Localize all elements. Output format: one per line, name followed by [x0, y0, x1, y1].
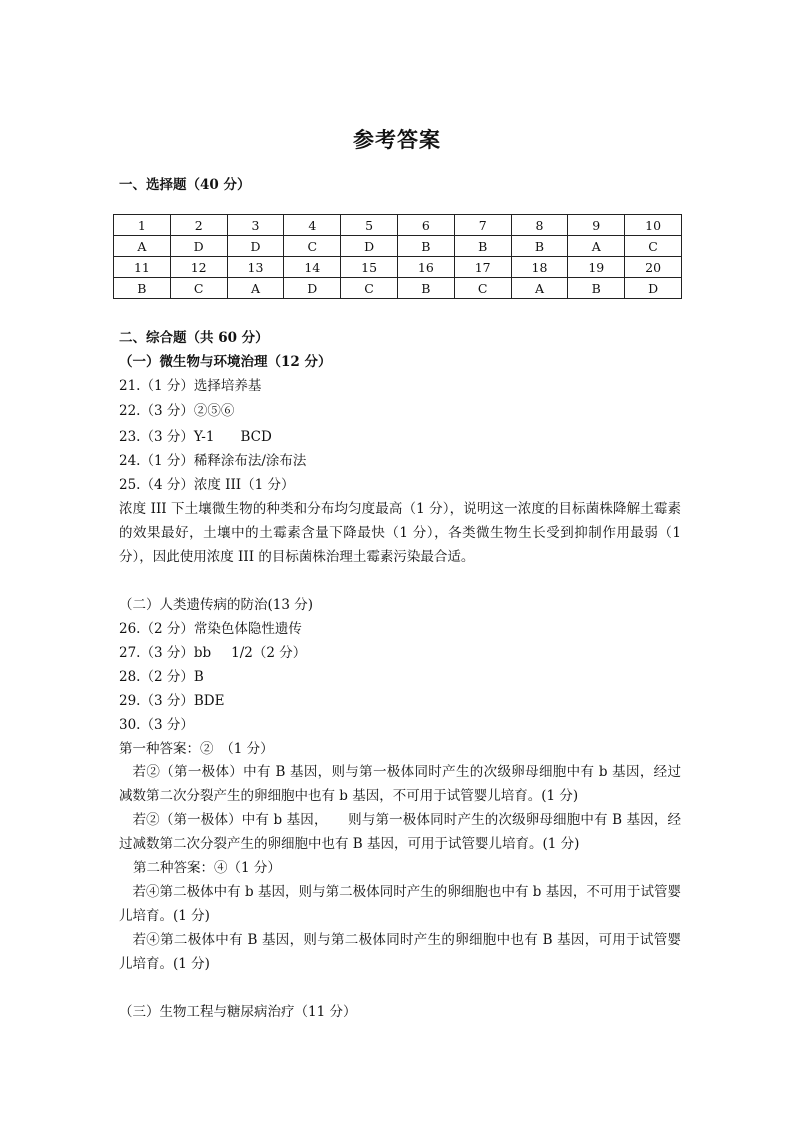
table-cell: 2 — [170, 215, 227, 236]
table-cell: A — [114, 236, 171, 257]
table-cell: 12 — [170, 257, 227, 278]
table-cell: C — [170, 278, 227, 299]
answer-option-2-case-1: 若④第二极体中有 b 基因，则与第二极体同时产生的卵细胞也中有 b 基因，不可用于试管婴儿培育。(1 分) — [119, 884, 681, 924]
table-cell: A — [511, 278, 568, 299]
table-cell: 20 — [625, 257, 682, 278]
table-cell: B — [568, 278, 625, 299]
answer-option-1-case-1: 若②（第一极体）中有 B 基因，则与第一极体同时产生的次级卵母细胞中有 b 基因，经过减数第二次分裂产生的卵细胞中也有 b 基因，不可用于试管婴儿培育。(1 分) — [119, 764, 681, 804]
table-row — [114, 278, 682, 299]
answer-27-part-b: 1/2（2 分） — [231, 645, 307, 661]
answer-option-1-case-2: 若②（第一极体）中有 b 基因， 则与第一极体同时产生的次级卵母细胞中有 B 基因，经过减数第二次分裂产生的卵细胞中也有 B 基因，可用于试管婴儿培育。(1 分) — [119, 812, 681, 852]
answer-24: 24.（1 分）稀释涂布法/涂布法 — [119, 453, 307, 469]
answer-29: 29.（3 分）BDE — [119, 693, 225, 709]
part1-heading: （一）微生物与环境治理（12 分） — [119, 354, 332, 370]
table-cell: 14 — [284, 257, 341, 278]
table-row — [114, 257, 682, 278]
table-cell: B — [397, 236, 454, 257]
answer-25-explanation: 浓度 III 下土壤微生物的种类和分布均匀度最高（1 分），说明这一浓度的目标菌株降解土霉素的效果最好，土壤中的土霉素含量下降最快（1 分），各类微生物生长受到抑制作用最弱（1 分），因此使用浓度 III 的目标菌株治理土霉素污染最合适。 — [119, 501, 681, 565]
table-cell: 16 — [397, 257, 454, 278]
table-cell: C — [284, 236, 341, 257]
answer-table — [113, 214, 682, 299]
table-cell: 18 — [511, 257, 568, 278]
page-title: 参考答案 — [353, 127, 441, 152]
table-row — [114, 215, 682, 236]
table-cell: B — [114, 278, 171, 299]
table-cell: 17 — [454, 257, 511, 278]
answer-22: 22.（3 分）②⑤⑥ — [119, 403, 235, 419]
table-cell: A — [568, 236, 625, 257]
table-cell: 19 — [568, 257, 625, 278]
table-cell: B — [454, 236, 511, 257]
answer-27 — [119, 644, 306, 662]
table-cell: D — [341, 236, 398, 257]
table-cell: 6 — [397, 215, 454, 236]
table-cell: C — [341, 278, 398, 299]
answer-option-2-heading: 第二种答案：④（1 分） — [133, 860, 281, 876]
table-cell: B — [397, 278, 454, 299]
table-row — [114, 236, 682, 257]
table-cell: A — [227, 278, 284, 299]
table-cell: 7 — [454, 215, 511, 236]
answer-26: 26.（2 分）常染色体隐性遗传 — [119, 621, 302, 637]
table-cell: D — [170, 236, 227, 257]
table-cell: 11 — [114, 257, 171, 278]
table-cell: 9 — [568, 215, 625, 236]
table-cell: 10 — [625, 215, 682, 236]
answer-23-part-a: 23.（3 分）Y-1 — [119, 429, 215, 445]
part3-heading: （三）生物工程与糖尿病治疗（11 分） — [119, 1004, 357, 1020]
answer-25: 25.（4 分）浓度 III（1 分） — [119, 477, 295, 493]
part2-heading: （二）人类遗传病的防治(13 分) — [119, 597, 314, 613]
section2-heading: 二、综合题（共 60 分） — [119, 330, 269, 346]
table-cell: C — [625, 236, 682, 257]
table-cell: 5 — [341, 215, 398, 236]
table-cell: 15 — [341, 257, 398, 278]
answer-option-2-case-2: 若④第二极体中有 B 基因，则与第二极体同时产生的卵细胞中也有 B 基因，可用于试管婴儿培育。(1 分) — [119, 932, 681, 972]
answer-option-1-heading: 第一种答案：② （1 分） — [119, 741, 274, 757]
answer-23-part-b: BCD — [240, 429, 272, 445]
table-cell: 8 — [511, 215, 568, 236]
answer-30: 30.（3 分） — [119, 717, 194, 733]
answer-28: 28.（2 分）B — [119, 669, 204, 685]
table-cell: D — [284, 278, 341, 299]
answer-23 — [119, 428, 272, 446]
table-cell: 13 — [227, 257, 284, 278]
table-cell: 1 — [114, 215, 171, 236]
table-cell: D — [227, 236, 284, 257]
answer-27-part-a: 27.（3 分）bb — [119, 645, 212, 661]
table-cell: 4 — [284, 215, 341, 236]
section1-heading: 一、选择题（40 分） — [119, 177, 251, 193]
table-cell: B — [511, 236, 568, 257]
answer-21: 21.（1 分）选择培养基 — [119, 378, 262, 394]
table-cell: 3 — [227, 215, 284, 236]
table-cell: D — [625, 278, 682, 299]
table-cell: C — [454, 278, 511, 299]
